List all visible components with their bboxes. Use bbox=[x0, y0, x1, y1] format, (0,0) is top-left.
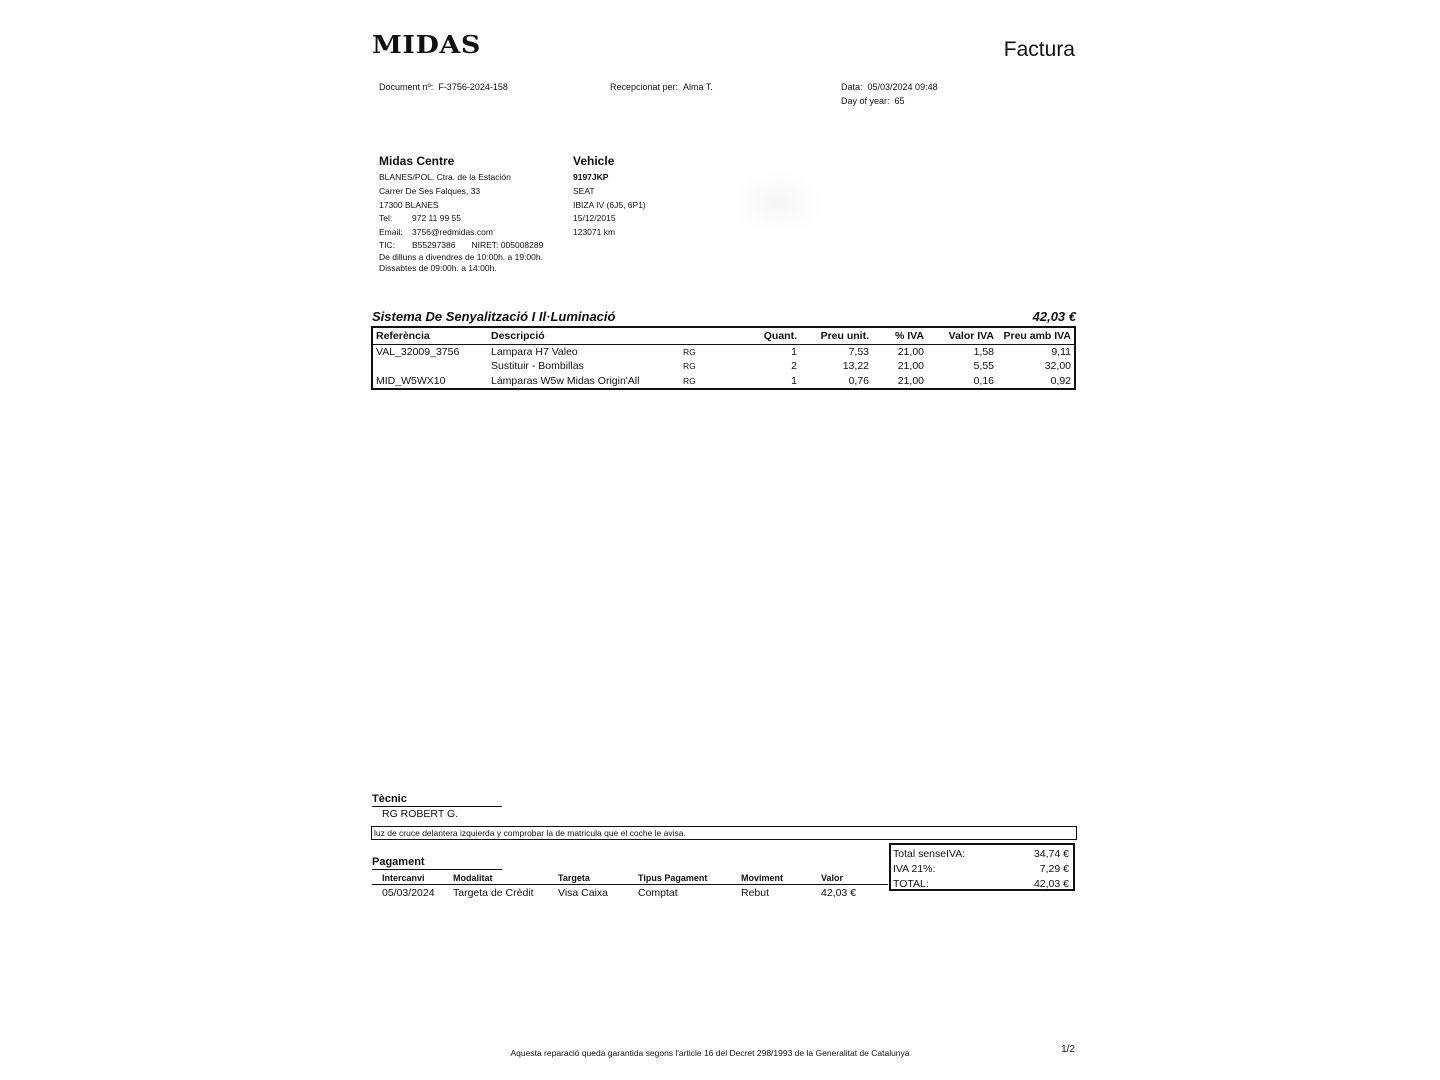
cell-vat-value: 5,55 bbox=[973, 360, 994, 373]
cell-ref: MID_W5WX10 bbox=[376, 374, 446, 387]
parts-header-row bbox=[373, 328, 1074, 344]
table-row bbox=[373, 374, 1074, 389]
centre-tic-value: B55297386 bbox=[412, 239, 456, 250]
received-by bbox=[610, 82, 713, 92]
midas-logo: MIDAS bbox=[372, 31, 481, 60]
vehicle-date: 15/12/2015 bbox=[573, 213, 616, 224]
grand-total-label: TOTAL: bbox=[893, 878, 929, 890]
centre-tic-label: TIC: bbox=[379, 239, 396, 250]
cell-mode: Targeta de Crèdit bbox=[453, 887, 534, 899]
cell-card: Visa Caixa bbox=[558, 887, 608, 899]
cell-code: RG bbox=[683, 346, 696, 357]
vehicle-make: SEAT bbox=[573, 185, 595, 196]
cell-unit-price: 0,76 bbox=[848, 374, 869, 387]
total-vat-label: IVA 21%: bbox=[893, 863, 936, 875]
day-of-year-label: Day of year: bbox=[841, 96, 890, 106]
total-vat-row bbox=[893, 862, 1069, 877]
centre-niret-label: NIRET: bbox=[471, 239, 499, 250]
cell-movement: Rebut bbox=[741, 887, 770, 899]
cell-unit-price: 13,22 bbox=[842, 360, 869, 373]
centre-tax-ids bbox=[379, 240, 569, 251]
centre-phone bbox=[379, 212, 569, 226]
centre-phone-label: Tel: bbox=[379, 213, 393, 224]
col-qty: Quant. bbox=[760, 328, 800, 344]
payment-header-row bbox=[372, 872, 888, 885]
col-ref: Referència bbox=[373, 328, 488, 344]
cell-desc: Lampara H7 Valeo bbox=[491, 345, 578, 358]
cell-exchange: 05/03/2024 bbox=[382, 887, 435, 899]
vehicle-plate: 9197JKP bbox=[573, 172, 609, 182]
centre-hours-weekdays: De dilluns a divendres de 10:00h. a 19:00h. bbox=[379, 251, 543, 262]
received-by-value: Alma T. bbox=[683, 82, 713, 92]
page-number: 1/2 bbox=[1061, 1044, 1075, 1055]
vehicle-block bbox=[573, 154, 723, 240]
col-unit-price: Preu unit. bbox=[800, 328, 872, 344]
day-of-year-value: 65 bbox=[894, 96, 905, 106]
day-of-year bbox=[841, 96, 905, 106]
cell-price-with-vat: 0,92 bbox=[1050, 374, 1071, 387]
total-net-label: Total senseIVA: bbox=[893, 848, 966, 860]
section-header bbox=[372, 309, 1076, 324]
col-mode: Modalitat bbox=[443, 872, 548, 885]
col-exchange: Intercanvi bbox=[372, 872, 443, 885]
col-price-with-vat: Preu amb IVA bbox=[997, 328, 1074, 344]
document-date-value: 05/03/2024 09:48 bbox=[867, 82, 938, 92]
cell-desc: Lámparas W5w Midas Origin'All bbox=[491, 374, 640, 387]
section-total: 42,03 € bbox=[1032, 309, 1076, 324]
document-date-label: Data: bbox=[841, 82, 863, 92]
cell-code: RG bbox=[683, 361, 696, 372]
grand-total-row bbox=[893, 877, 1069, 892]
cell-vat-value: 0,16 bbox=[973, 374, 994, 387]
centre-email bbox=[379, 226, 569, 240]
col-card: Targeta bbox=[548, 872, 628, 885]
centre-line-1: BLANES/POL. Ctra. de la Estación bbox=[379, 172, 511, 182]
centre-hours-saturday: Dissabtes de 09:00h. a 14:00h. bbox=[379, 262, 497, 273]
col-movement: Moviment bbox=[731, 872, 811, 885]
centre-niret-value: 005008289 bbox=[500, 239, 544, 250]
document-number bbox=[379, 82, 508, 92]
document-number-value: F-3756-2024-158 bbox=[438, 82, 508, 92]
totals-box bbox=[889, 843, 1075, 891]
col-vat-pct: % IVA bbox=[872, 328, 927, 344]
payment-row bbox=[372, 885, 888, 900]
cell-qty: 1 bbox=[791, 345, 797, 358]
col-desc: Descripció bbox=[488, 328, 680, 344]
cell-qty: 2 bbox=[791, 360, 797, 373]
col-value: Valor bbox=[811, 872, 888, 885]
centre-email-label: Email: bbox=[379, 227, 403, 238]
cell-price-with-vat: 32,00 bbox=[1044, 360, 1071, 373]
vehicle-model: IBIZA IV (6J5, 6P1) bbox=[573, 199, 646, 210]
cell-vat-pct: 21,00 bbox=[897, 345, 924, 358]
cell-code: RG bbox=[683, 375, 696, 386]
document-date bbox=[841, 82, 938, 92]
work-note: luz de cruce delantera izquierda y comprobar la de matricula que el coche le avisa. bbox=[371, 826, 1077, 840]
grand-total-value: 42,03 € bbox=[1033, 878, 1069, 890]
cell-vat-pct: 21,00 bbox=[897, 360, 924, 373]
vehicle-km: 123071 km bbox=[573, 227, 616, 238]
cell-value: 42,03 € bbox=[821, 887, 857, 899]
centre-title: Midas Centre bbox=[379, 154, 455, 168]
section-title: Sistema De Senyalització I Il·Luminació bbox=[372, 309, 616, 324]
document-number-label: Document nº: bbox=[379, 82, 434, 92]
total-net-row bbox=[893, 847, 1069, 862]
technician-name: RG ROBERT G. bbox=[382, 808, 459, 820]
centre-phone-value: 972 11 99 55 bbox=[412, 213, 461, 224]
total-vat-value: 7,29 € bbox=[1039, 863, 1069, 875]
col-code bbox=[680, 328, 760, 344]
faded-stamp bbox=[728, 168, 828, 238]
cell-ref bbox=[373, 359, 488, 374]
cell-desc: Sustituir - Bombillas bbox=[491, 360, 584, 373]
cell-payment-type: Comptat bbox=[638, 887, 678, 899]
table-row bbox=[373, 359, 1074, 374]
vehicle-title: Vehicle bbox=[573, 154, 615, 168]
cell-ref: VAL_32009_3756 bbox=[376, 345, 460, 358]
cell-price-with-vat: 9,11 bbox=[1051, 345, 1071, 358]
total-net-value: 34,74 € bbox=[1033, 848, 1069, 860]
centre-block bbox=[379, 154, 569, 274]
document-title: Factura bbox=[1003, 38, 1075, 61]
centre-line-2: Carrer De Ses Falques, 33 bbox=[379, 185, 481, 196]
cell-qty: 1 bbox=[791, 374, 797, 387]
col-vat-value: Valor IVA bbox=[927, 328, 997, 344]
centre-line-3: 17300 BLANES bbox=[379, 199, 439, 210]
cell-unit-price: 7,53 bbox=[848, 345, 869, 358]
payment-heading: Pagament bbox=[372, 856, 502, 870]
col-payment-type: Tipus Pagament bbox=[628, 872, 731, 885]
centre-email-value: 3756@redmidas.com bbox=[412, 227, 493, 238]
technician-heading: Tècnic bbox=[372, 793, 502, 807]
warranty-footer: Aquesta reparació queda garantida segons l'article 16 del Decret 298/1993 de la Generalitat de Catalunya bbox=[510, 1048, 910, 1058]
table-row bbox=[373, 344, 1074, 359]
payment-table bbox=[372, 872, 888, 899]
parts-table bbox=[371, 326, 1076, 390]
cell-vat-value: 1,58 bbox=[973, 345, 994, 358]
cell-vat-pct: 21,00 bbox=[897, 374, 924, 387]
received-by-label: Recepcionat per: bbox=[610, 82, 679, 92]
